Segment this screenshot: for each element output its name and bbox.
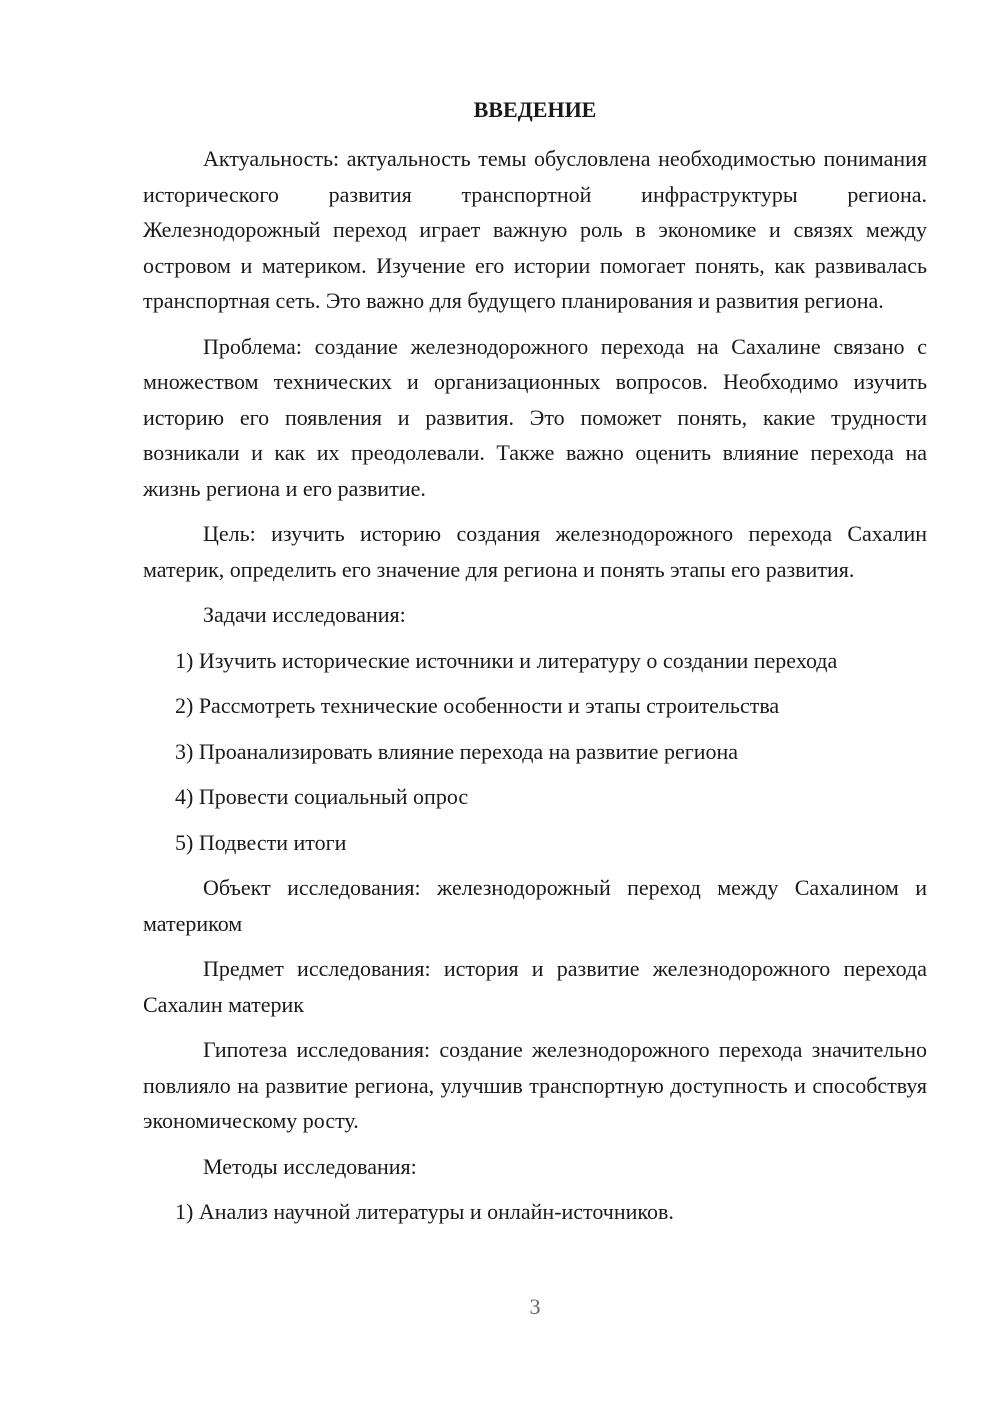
list-item: 3) Проанализировать влияние перехода на развитие региона	[175, 738, 739, 764]
problem-paragraph: Проблема: создание железнодорожного перехода на Сахалине связано с множеством технических и организационных вопросов. Необходимо изучить историю его появления и развития. Это поможет понять, какие трудности возникали и как их преодолевали. Также важно оценить влияние перехода на жизнь региона и его развитие.	[143, 333, 927, 501]
list-item: 1) Изучить исторические источники и литературу о создании перехода	[175, 647, 838, 673]
list-item: 5) Подвести итоги	[175, 829, 347, 855]
list-item: 1) Анализ научной литературы и онлайн-источников.	[175, 1199, 674, 1224]
hypothesis-paragraph: Гипотеза исследования: создание железнодорожного перехода значительно повлияло на развитие региона, улучшив транспортную доступность и способствуя экономическому росту.	[143, 1037, 927, 1133]
relevance-paragraph: Актуальность: актуальность темы обусловлена необходимостью понимания исторического развития транспортной инфраструктуры региона. Железнодорожный переход играет важную роль в экономике и связях между островом и материком. Изучение его истории помогает понять, как развивалась транспортная сеть. Это важно для будущего планирования и развития региона.	[143, 146, 927, 313]
page-number: 3	[529, 1294, 541, 1319]
methods-heading: Методы исследования:	[203, 1153, 417, 1179]
document-page	[143, 92, 927, 1240]
object-paragraph: Объект исследования: железнодорожный переход между Сахалином и материком	[143, 875, 927, 936]
list-item: 4) Провести социальный опрос	[175, 784, 469, 809]
tasks-heading: Задачи исследования:	[203, 602, 406, 627]
list-item: 2) Рассмотреть технические особенности и этапы строительства	[175, 693, 780, 718]
subject-paragraph: Предмет исследования: история и развитие железнодорожного перехода Сахалин материк	[143, 956, 927, 1017]
goal-paragraph: Цель: изучить историю создания железнодорожного перехода Сахалин материк, определить его значение для региона и понять этапы его развития.	[143, 521, 927, 582]
tasks-list	[143, 643, 927, 861]
section-title: ВВЕДЕНИЕ	[473, 97, 597, 122]
methods-list	[143, 1194, 927, 1230]
